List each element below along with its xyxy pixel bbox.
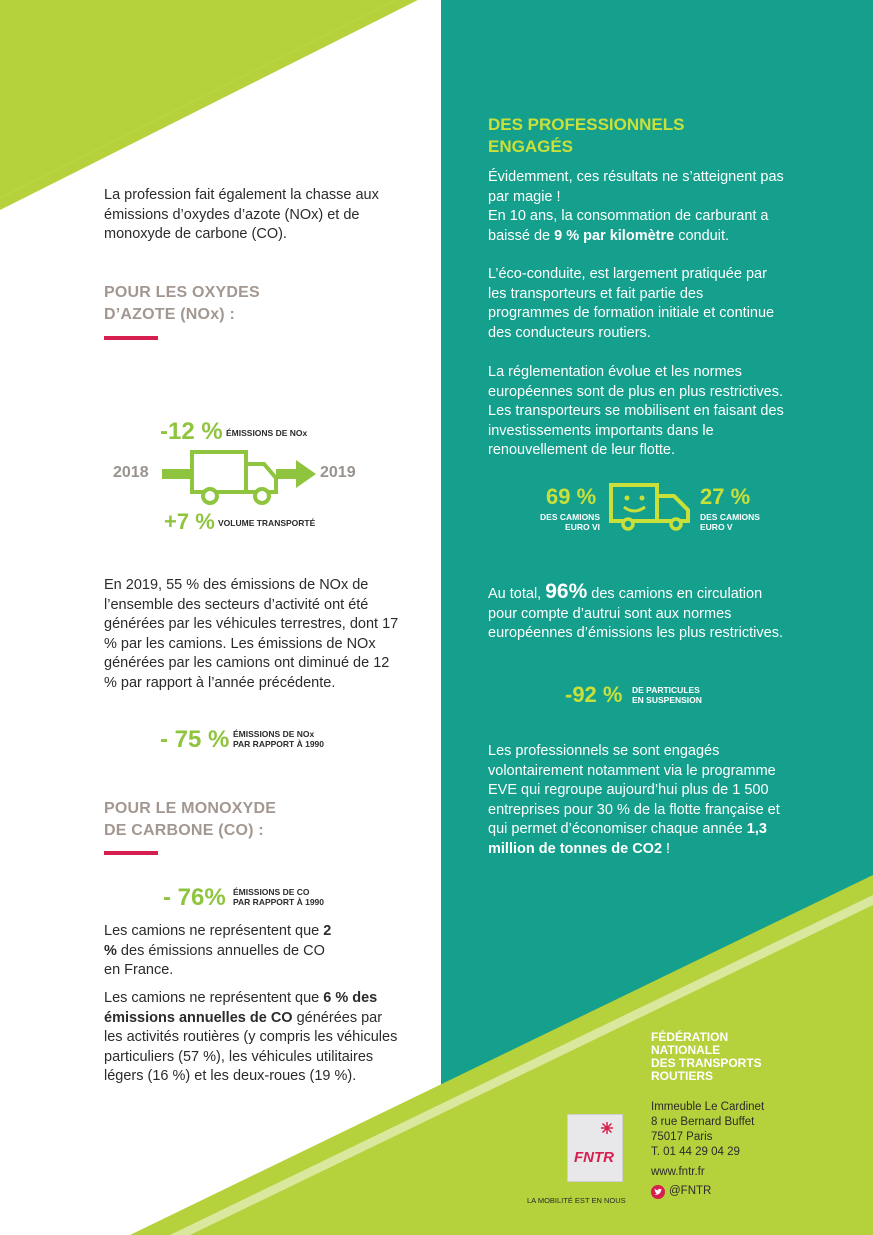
co-heading [104,798,276,842]
co-heading-underline [104,851,158,855]
nox-heading [104,282,260,326]
fntr-logo [567,1114,623,1182]
nox-emissions-value: -12 % [160,418,223,445]
right-paragraph-2: L’éco-conduite, est largement pratiquée par les transporteurs et fait partie des programmes de formation initiale et continue des conducteurs routiers. [488,266,775,341]
nox-1990-label-line-2: PAR RAPPORT À 1990 [233,739,325,749]
star-icon [600,1121,614,1135]
co-paragraph-2: Les camions ne représentent que 6 % des émissions annuelles de CO générées par les activités routières (y compris les véhicules particuliers (57 %), les véhicules utilitaires légers (16 %) et les deux-roues (19 %). [104,990,398,1084]
co-paragraph-1: Les camions ne représentent que 2 % des émissions annuelles de CO en France. [104,923,332,978]
euro6-label: DES CAMIONS EURO VI [540,512,600,532]
tagline: LA MOBILITÉ EST EN NOUS [527,1196,626,1205]
co-heading-line-1: POUR LE MONOXYDE [104,800,277,817]
nox-1990-label [233,729,324,749]
org-phone: T. 01 44 29 04 29 [651,1146,740,1158]
smiling-truck-icon [608,482,694,532]
co-1990-label [233,887,324,907]
right-paragraph-4: Au total, 96% des camions en circulation pour compte d’autrui sont aux normes européennes d’émissions les plus restrictives. [488,580,783,641]
co-1990-label-line-2: PAR RAPPORT À 1990 [233,897,325,907]
website-link[interactable]: www.fntr.fr [651,1166,705,1178]
nox-paragraph: En 2019, 55 % des émissions de NOx de l’ensemble des secteurs d’activité ont été générées par les véhicules terrestres, dont 17 % par les camions. Les émissions de NOx générées par les camions ont diminué de 12 % par rapport à l’année précédente. [104,577,399,691]
right-paragraph-5: Les professionnels se sont engagés volontairement notamment via le programme EVE qui regroupe aujourd’hui plus de 1 500 entreprises pour 30 % de la flotte française et qui permet d’économiser chaque année 1,3 million de tonnes de CO2 ! [488,743,780,857]
truck-arrow-icon [160,446,320,506]
euro5-value: 27 % [700,484,751,509]
right-heading [488,114,684,158]
nox-heading-underline [104,336,158,340]
euro6-value: 69 % [546,484,597,509]
nox-heading-line-2: D’AZOTE (NOx) : [104,306,235,323]
co-1990-label-line-1: ÉMISSIONS DE CO [233,887,310,897]
org-name: FÉDÉRATION NATIONALE DES TRANSPORTS ROUTIERS [651,1030,762,1083]
logo-text: FNTR [574,1149,614,1166]
twitter-icon [651,1185,665,1199]
right-heading-line-1: DES PROFESSIONNELS [488,115,685,134]
intro-paragraph: La profession fait également la chasse aux émissions d’oxydes d’azote (NOx) et de monoxyde de carbone (CO). [104,187,379,242]
nox-1990-label-line-1: ÉMISSIONS DE NOx [233,729,315,739]
co-heading-line-2: DE CARBONE (CO) : [104,822,264,839]
volume-label: VOLUME TRANSPORTÉ [218,518,316,528]
euro5-label: DES CAMIONS EURO V [700,512,760,532]
particles-value: -92 % [565,682,623,707]
nox-1990-value: - 75 % [160,726,230,753]
nox-heading-line-1: POUR LES OXYDES [104,284,260,301]
twitter-link[interactable]: @FNTR [651,1184,711,1199]
right-heading-line-2: ENGAGÉS [488,137,574,156]
nox-emissions-label: ÉMISSIONS DE NOx [226,428,308,438]
right-paragraph-1: Évidemment, ces résultats ne s’atteignent pas par magie ! En 10 ans, la consommation de carburant a baissé de 9 % par kilomètre conduit. [488,169,784,244]
year-from: 2018 [113,464,149,481]
org-address: Immeuble Le Cardinet 8 rue Bernard Buffet 75017 Paris T. 01 44 29 04 29 [651,1101,765,1158]
co-1990-value: - 76% [163,884,226,911]
volume-value: +7 % [164,509,215,534]
particles-label: DE PARTICULES EN SUSPENSION [632,685,702,705]
year-to: 2019 [320,464,356,481]
right-paragraph-3: La réglementation évolue et les normes européennes sont de plus en plus restrictives. Les transporteurs se mobilisent en faisant des investissements importants dans le renouvellement de leur flotte. [488,364,784,458]
